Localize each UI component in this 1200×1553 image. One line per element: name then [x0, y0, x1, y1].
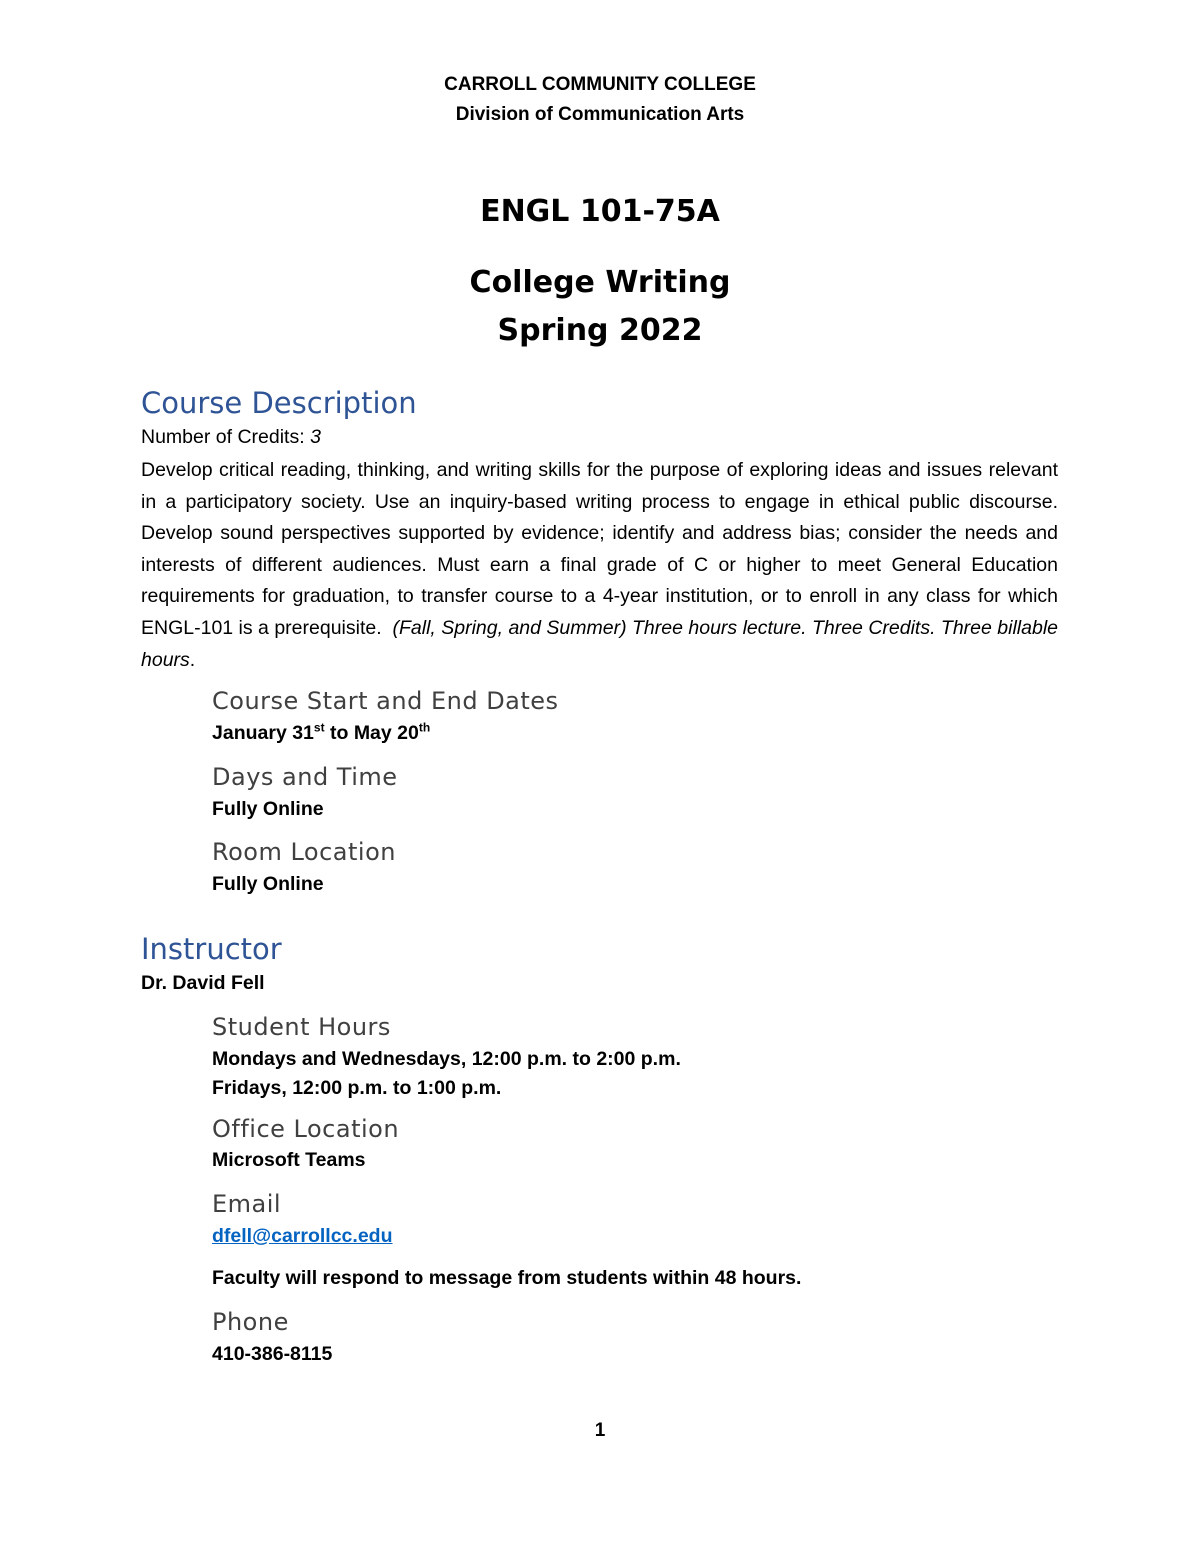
- dates-heading: Course Start and End Dates: [212, 687, 559, 715]
- student-hours-line2: Fridays, 12:00 p.m. to 1:00 p.m.: [212, 1077, 502, 1099]
- student-hours-line1: Mondays and Wednesdays, 12:00 p.m. to 2:00 p.m.: [212, 1048, 681, 1070]
- email-line: [212, 1225, 393, 1248]
- days-value: Fully Online: [212, 798, 324, 820]
- dates-start-sup: st: [313, 720, 325, 735]
- instructor-name: Dr. David Fell: [141, 972, 265, 994]
- office-heading: Office Location: [212, 1115, 400, 1143]
- office-value: Microsoft Teams: [212, 1149, 366, 1171]
- phone-value: 410-386-8115: [212, 1343, 333, 1365]
- credits-line: [141, 426, 321, 449]
- description-italic-text: (Fall, Spring, and Summer) Three hours lecture. Three Credits. Three billable hours: [141, 616, 1059, 671]
- credits-value: 3: [310, 426, 321, 448]
- days-heading: Days and Time: [212, 763, 398, 791]
- phone-heading: Phone: [212, 1308, 289, 1336]
- dates-start: January 31: [212, 722, 314, 744]
- description-text: Develop critical reading, thinking, and writing skills for the purpose of exploring ideas and issues relevant in a participatory society. Use an inquiry-based writing process to engage in ethical public discourse. Develop sound perspectives supported by evidence; identify and address bias; consider the needs and interests of different audiences. Must earn a final grade of C or higher to meet General Education requirements for graduation, to transfer course to a 4-year institution, or to enroll in any class for which ENGL-101 is a prerequisite.: [141, 459, 1058, 639]
- email-heading: Email: [212, 1190, 282, 1218]
- email-link[interactable]: dfell@carrollcc.edu: [212, 1225, 393, 1247]
- dates-mid: to May 20: [324, 722, 419, 744]
- course-code: ENGL 101-75A: [480, 194, 720, 229]
- description-end: .: [189, 648, 196, 671]
- student-hours-heading: Student Hours: [212, 1013, 391, 1041]
- credits-label: Number of Credits:: [141, 426, 311, 448]
- response-note: Faculty will respond to message from students within 48 hours.: [212, 1267, 802, 1289]
- course-title: College Writing: [469, 265, 731, 300]
- instructor-heading: Instructor: [141, 932, 282, 966]
- dates-value: [212, 722, 430, 745]
- course-description-body: [141, 455, 1058, 676]
- page-number: 1: [594, 1420, 606, 1441]
- room-heading: Room Location: [212, 838, 396, 866]
- division-name: Division of Communication Arts: [455, 104, 745, 125]
- course-term: Spring 2022: [497, 313, 703, 348]
- course-description-heading: Course Description: [141, 386, 417, 420]
- institution-name: CARROLL COMMUNITY COLLEGE: [444, 74, 756, 95]
- room-value: Fully Online: [212, 873, 324, 895]
- dates-end-sup: th: [418, 720, 431, 735]
